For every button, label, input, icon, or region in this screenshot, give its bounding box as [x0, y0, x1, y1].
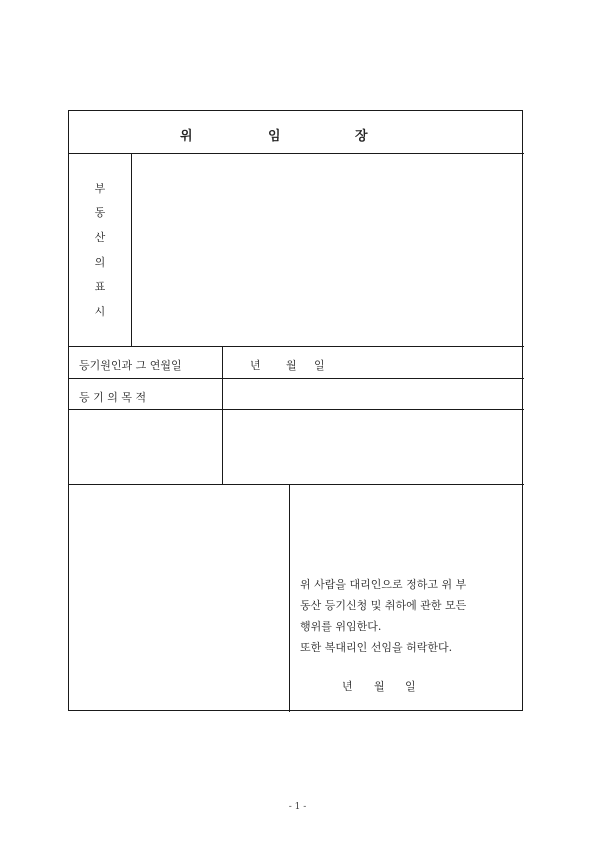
cause-date-month: 월 — [286, 359, 297, 372]
property-label-char-1: 부 — [94, 182, 106, 195]
cause-label: 등기원인과 그 연월일 — [79, 359, 182, 372]
property-label-char-5: 표 — [94, 280, 106, 293]
extra-row-divider — [69, 484, 524, 485]
title-char-2: 임 — [268, 129, 281, 144]
property-label — [69, 154, 131, 346]
page-number: - 1 - — [288, 802, 307, 812]
delegation-line-3: 행위를 위임한다. — [300, 620, 382, 633]
title-char-1: 위 — [180, 129, 193, 144]
title-char-3: 장 — [355, 129, 368, 144]
power-of-attorney-form — [68, 110, 523, 711]
property-label-char-4: 의 — [94, 256, 106, 269]
property-row-divider — [69, 346, 524, 347]
sign-date-day: 일 — [405, 680, 416, 693]
property-label-char-3: 산 — [94, 231, 106, 244]
cause-date-year: 년 — [250, 359, 261, 372]
property-label-char-6: 시 — [94, 305, 106, 318]
label-column-divider — [222, 346, 223, 484]
purpose-label: 등 기 의 목 적 — [79, 391, 147, 404]
delegation-line-1: 위 사람을 대리인으로 정하고 위 부 — [300, 578, 467, 591]
form-title — [69, 111, 524, 153]
title-divider — [69, 153, 524, 154]
bottom-column-divider — [289, 484, 290, 712]
delegation-line-4: 또한 복대리인 선임을 허락한다. — [300, 641, 453, 654]
sign-date-year: 년 — [342, 680, 353, 693]
purpose-row-divider — [69, 409, 524, 410]
property-label-divider — [131, 153, 132, 346]
cause-row-divider — [69, 378, 524, 379]
delegation-line-2: 동산 등기신청 및 취하에 관한 모든 — [300, 599, 467, 612]
property-label-char-2: 동 — [94, 206, 106, 219]
delegation-statement — [300, 574, 520, 658]
cause-date-day: 일 — [314, 359, 325, 372]
sign-date-month: 월 — [374, 680, 385, 693]
